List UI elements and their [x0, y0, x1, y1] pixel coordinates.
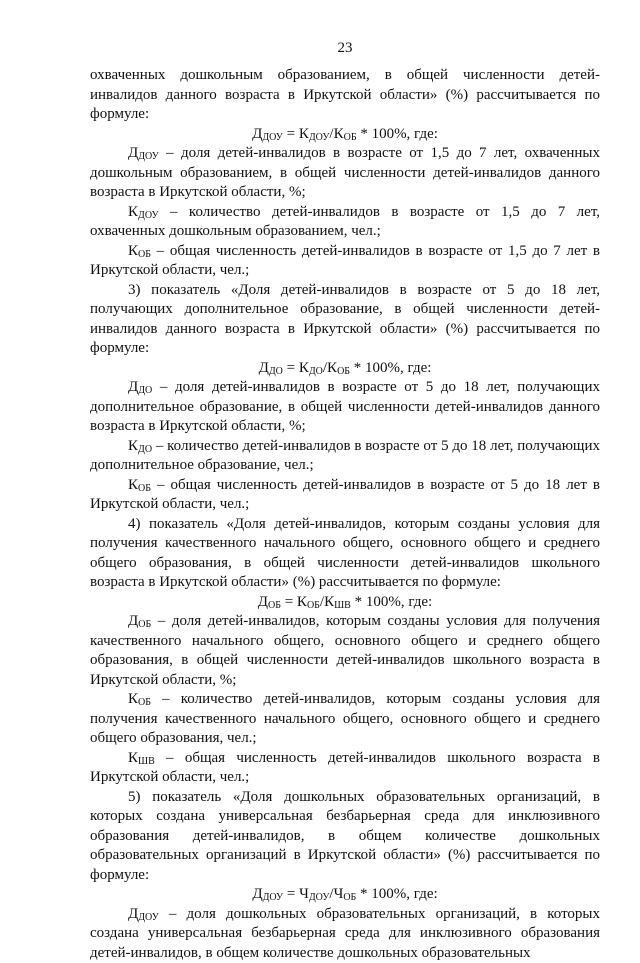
- paragraph: 4) показатель «Доля детей-инвалидов, которым созданы условия для получения качественного начального общего, основного общего и среднего общего образования, в общей численности детей-инвалидов школьного возраста в Иркутской области» (%) рассчитывается по формуле:: [90, 515, 600, 593]
- paragraph: $К_{ОБ}$ – общая численность детей-инвалидов в возрасте от 1,5 до 7 лет в Иркутской области, чел.;: [90, 242, 600, 281]
- paragraph: $Д_{ДО}$ – доля детей-инвалидов в возрасте от 5 до 18 лет, получающих дополнительное образование, в общей численности детей-инвалидов данного возраста в Иркутской области, %;: [90, 378, 600, 437]
- document-body: [90, 66, 600, 963]
- paragraph: $К_{ДОУ}$ – количество детей-инвалидов в возрасте от 1,5 до 7 лет, охваченных дошкольным образованием, чел.;: [90, 203, 600, 242]
- paragraph: $К_{ДО}$ – количество детей-инвалидов в возрасте от 5 до 18 лет, получающих дополнительное образование, чел.;: [90, 437, 600, 476]
- formula: $Д_{ОБ} = К_{ОБ}/К_{ШВ} * 100\%$, где:: [90, 593, 600, 613]
- paragraph: $Д_{ДОУ}$ – доля детей-инвалидов в возрасте от 1,5 до 7 лет, охваченных дошкольным образованием, в общей численности детей-инвалидов данного возраста в Иркутской области, %;: [90, 144, 600, 203]
- paragraph: 5) показатель «Доля дошкольных образовательных организаций, в которых создана универсальная безбарьерная среда для инклюзивного образования детей-инвалидов, в общем количестве дошкольных образовательных организаций в Иркутской области» (%) рассчитывается по формуле:: [90, 788, 600, 886]
- paragraph: 3) показатель «Доля детей-инвалидов в возрасте от 5 до 18 лет, получающих дополнительное образование, в общей численности детей-инвалидов данного возраста в Иркутской области» (%) рассчитывается по формуле:: [90, 281, 600, 359]
- paragraph: $К_{ОБ}$ – количество детей-инвалидов, которым созданы условия для получения качественного начального общего, основного общего и среднего общего образования, чел.;: [90, 690, 600, 749]
- paragraph: $Д_{ДОУ}$ – доля дошкольных образовательных организаций, в которых создана универсальная безбарьерная среда для инклюзивного образования детей-инвалидов, в общем количестве дошкольных образовательных: [90, 905, 600, 963]
- paragraph: $Д_{ОБ}$ – доля детей-инвалидов, которым созданы условия для получения качественного начального общего, основного общего и среднего общего образования, в общей численности детей-инвалидов школьного возраста в Иркутской области, %;: [90, 612, 600, 690]
- paragraph: охваченных дошкольным образованием, в общей численности детей-инвалидов данного возраста в Иркутской области» (%) рассчитывается по формуле:: [90, 66, 600, 125]
- paragraph: $К_{ШВ}$ – общая численность детей-инвалидов школьного возраста в Иркутской области, чел.;: [90, 749, 600, 788]
- formula: $Д_{ДО} = К_{ДО}/К_{ОБ} * 100\%$, где:: [90, 359, 600, 379]
- paragraph: $К_{ОБ}$ – общая численность детей-инвалидов в возрасте от 5 до 18 лет в Иркутской области, чел.;: [90, 476, 600, 515]
- page-number: 23: [90, 38, 600, 58]
- formula: $Д_{ДОУ} = К_{ДОУ}/К_{ОБ} * 100\%$, где:: [90, 125, 600, 145]
- formula: $Д_{ДОУ} = Ч_{ДОУ}/Ч_{ОБ} * 100\%$, где:: [90, 885, 600, 905]
